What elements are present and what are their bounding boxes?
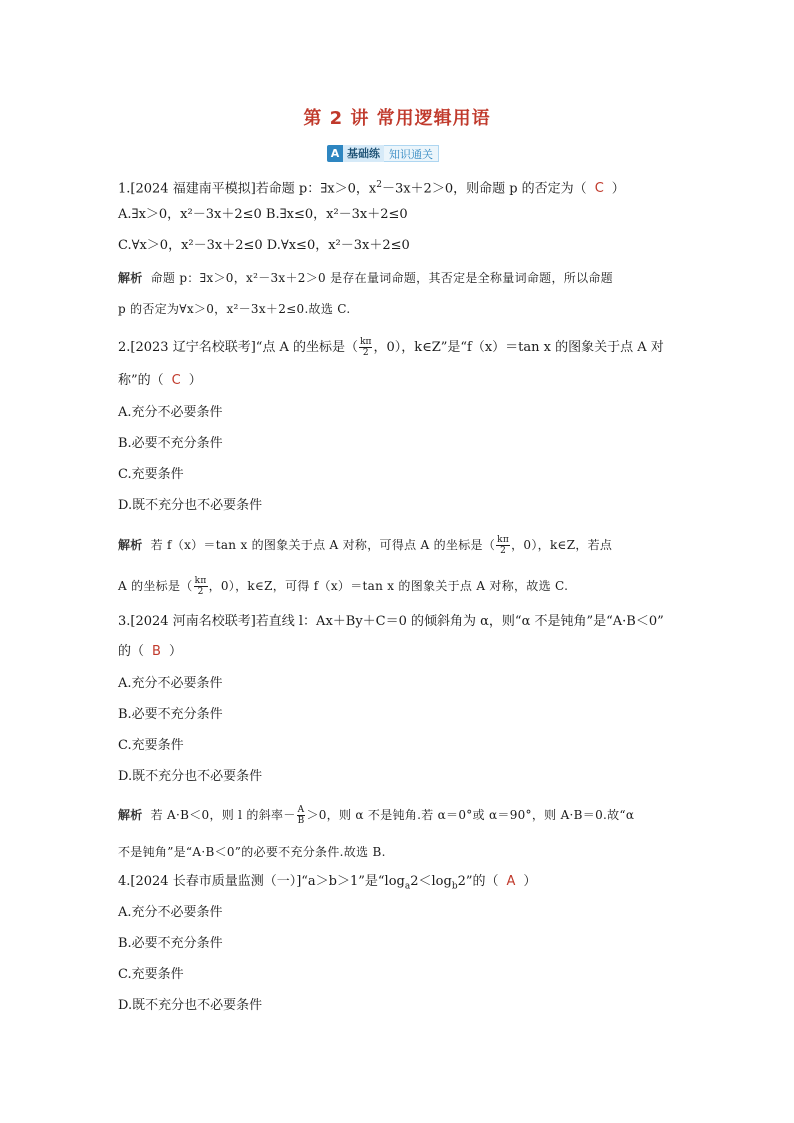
question-3-stem-line-2	[118, 643, 182, 661]
section-badge	[327, 145, 439, 162]
q1-stem-post: －3x＋2＞0，则命题 p 的否定为（	[381, 181, 587, 197]
q2-option-a: A.充分不必要条件	[118, 405, 223, 420]
question-1-stem: 1.[2024 福建南平模拟]若命题 p：∃x＞0，$x^2-3x+2>0$，则命题 p 的否定为（ C ）	[118, 180, 625, 197]
q1-options-ab: A.∃x＞0，x²－3x＋2≤0 B.∃x≤0，x²－3x＋2≤0	[118, 207, 408, 222]
q2-frac-num: kπ	[360, 337, 372, 347]
q1-answer: C	[594, 181, 604, 197]
q3-explanation-line-1	[118, 805, 634, 826]
badge-label-basic: 基础练	[343, 145, 384, 162]
q4-sub-a: a	[404, 881, 411, 892]
q2-answer: C	[171, 373, 181, 388]
q2-exp1-post: ，0），k∈Z，若点	[511, 538, 613, 552]
q4-option-c: C.充要条件	[118, 967, 184, 982]
q2-explanation-line-2	[118, 576, 568, 597]
q2-exp-frac2-den: 2	[197, 587, 204, 597]
q2-option-d: D.既不充分也不必要条件	[118, 498, 263, 513]
q3-exp-label: 解析	[118, 808, 143, 822]
q4-sub-b: b	[451, 881, 458, 892]
q3-exp1-pre: 若 A·B＜0，则 l 的斜率－	[150, 808, 296, 822]
q1-stem-pre: 1.[2024 福建南平模拟]若命题 p：∃x＞0，x	[118, 181, 377, 197]
q2-frac-den: 2	[362, 348, 369, 358]
q1-explanation-line-2: p 的否定为∀x＞0，x²－3x＋2≤0.故选 C.	[118, 302, 351, 316]
q3-explanation-line-2: 不是钝角”是“A·B＜0”的必要不充分条件.故选 B.	[118, 845, 386, 859]
q1-exp-label: 解析	[118, 271, 143, 285]
q2-exp-frac1-num: kπ	[497, 535, 510, 545]
q2-exp-fraction-2	[194, 576, 208, 597]
q4-stem-pre: 4.[2024 长春市质量监测（一）]“a＞b＞1”是“log	[118, 874, 405, 889]
q3-stem2-pre: 的（	[118, 644, 145, 659]
q3-option-a: A.充分不必要条件	[118, 676, 223, 691]
q4-option-a: A.充分不必要条件	[118, 905, 223, 920]
q3-answer: B	[152, 644, 161, 659]
q3-frac-num: A	[297, 805, 305, 815]
q2-exp-frac1-den: 2	[500, 546, 507, 556]
q2-exp2-pre: A 的坐标是（	[118, 579, 193, 593]
q2-option-c: C.充要条件	[118, 467, 184, 482]
q4-stem-post: 2”的（	[457, 874, 499, 889]
q3-frac-den: B	[297, 816, 305, 826]
q2-stem2-pre: 称”的（	[118, 373, 164, 388]
q2-exp-fraction-1	[496, 535, 510, 556]
q2-stem-post: ，0），k∈Z”是“f（x）＝tan x 的图象关于点 A 对	[373, 340, 664, 355]
level-a-icon: A	[327, 145, 343, 162]
q1-stem-end: ）	[611, 181, 625, 197]
q2-option-b: B.必要不充分条件	[118, 436, 223, 451]
q3-exp1-post: ＞0，则 α 不是钝角.若 α＝0°或 α＝90°，则 A·B＝0.故“α	[306, 808, 635, 822]
q3-exp-fraction	[297, 805, 306, 826]
q3-option-c: C.充要条件	[118, 738, 184, 753]
q3-option-d: D.既不充分也不必要条件	[118, 769, 263, 784]
q1-explanation-line-1	[118, 269, 613, 287]
q4-stem-end: ）	[523, 874, 537, 889]
q2-fraction	[359, 337, 372, 358]
q4-answer: A	[506, 874, 516, 889]
q1-options-cd: C.∀x＞0，x²－3x＋2≤0 D.∀x≤0，x²－3x＋2≤0	[118, 238, 410, 253]
q2-exp-label: 解析	[118, 538, 143, 552]
q2-stem-pre: 2.[2023 辽宁名校联考]“点 A 的坐标是（	[118, 340, 359, 355]
page-title: 第 2 讲 常用逻辑用语	[303, 108, 491, 129]
q2-explanation-line-1	[118, 535, 612, 556]
q4-stem-mid: 2＜log	[410, 874, 452, 889]
q2-exp2-post: ，0），k∈Z，可得 f（x）＝tan x 的图象关于点 A 对称，故选 C.	[208, 579, 569, 593]
badge-label-knowledge: 知识通关	[384, 145, 439, 162]
question-2-stem-line-2	[118, 372, 202, 390]
q4-option-d: D.既不充分也不必要条件	[118, 998, 263, 1013]
q2-exp-frac2-num: kπ	[194, 576, 207, 586]
question-2-stem-line-1	[118, 337, 664, 358]
q3-option-b: B.必要不充分条件	[118, 707, 223, 722]
q2-exp1-pre: 若 f（x）＝tan x 的图象关于点 A 对称，可得点 A 的坐标是（	[150, 538, 496, 552]
question-4-stem	[118, 873, 536, 896]
q3-stem2-end: ）	[168, 644, 182, 659]
q2-stem2-end: ）	[188, 373, 202, 388]
question-3-stem-line-1: 3.[2024 河南名校联考]若直线 l：Ax＋By＋C＝0 的倾斜角为 α，则“α 不是钝角”是“A·B＜0”	[118, 614, 664, 629]
q1-exp-text-1: 命题 p：∃x＞0，x²－3x＋2＞0 是存在量词命题，其否定是全称量词命题，所以命题	[150, 271, 613, 285]
q4-option-b: B.必要不充分条件	[118, 936, 223, 951]
